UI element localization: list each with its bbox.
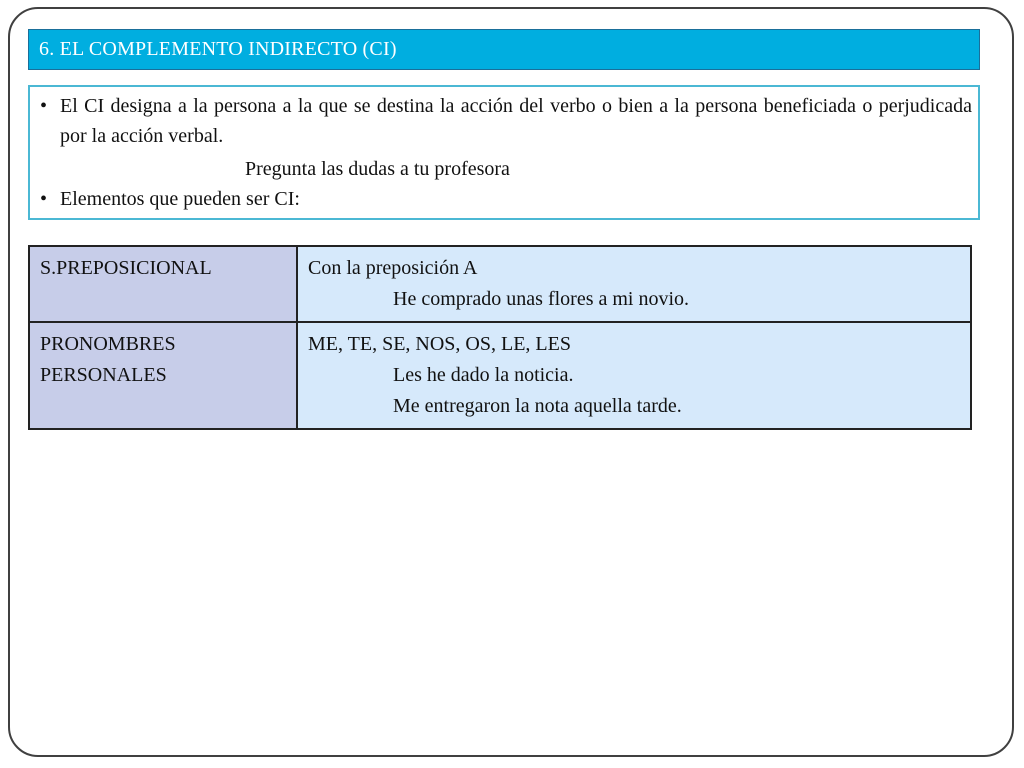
- example-sentence: Les he dado la noticia.: [393, 364, 574, 386]
- example-sentence: Me entregaron la nota aquella tarde.: [393, 395, 682, 417]
- table-cell-detail: [297, 322, 971, 429]
- ci-elements-table: [28, 245, 972, 430]
- definition-text: Con la preposición A: [308, 257, 478, 279]
- example-sentence: He comprado unas flores a mi novio.: [393, 288, 690, 310]
- table-cell-type: [29, 322, 297, 429]
- type-label: PRONOMBRES: [40, 333, 176, 355]
- table-cell-detail: [297, 246, 971, 322]
- type-label: PERSONALES: [40, 364, 167, 386]
- table-cell-type: [29, 246, 297, 322]
- content-text-box: • El CI designa a la persona a la que se destina la acción del verbo o bien a la persona beneficiada o perjudicada por la acción verbal. Pregunta las dudas a tu profesora • Elementos que pueden ser CI:: [28, 85, 980, 220]
- bullet-text-ci-definition: El CI designa a la persona a la que se destina la acción del verbo o bien a la persona beneficiada o perjudicada por la acción verbal.: [60, 95, 972, 147]
- slide-title: 6. EL COMPLEMENTO INDIRECTO (CI): [28, 29, 980, 70]
- bullet-text-elements: Elementos que pueden ser CI:: [60, 188, 300, 210]
- bullet-dot-2: •: [40, 188, 48, 210]
- table-row: [29, 322, 971, 429]
- type-label: S.PREPOSICIONAL: [40, 257, 212, 279]
- definition-text: ME, TE, SE, NOS, OS, LE, LES: [308, 333, 571, 355]
- table-row: [29, 246, 971, 322]
- note-ask-teacher: Pregunta las dudas a tu profesora: [245, 158, 510, 180]
